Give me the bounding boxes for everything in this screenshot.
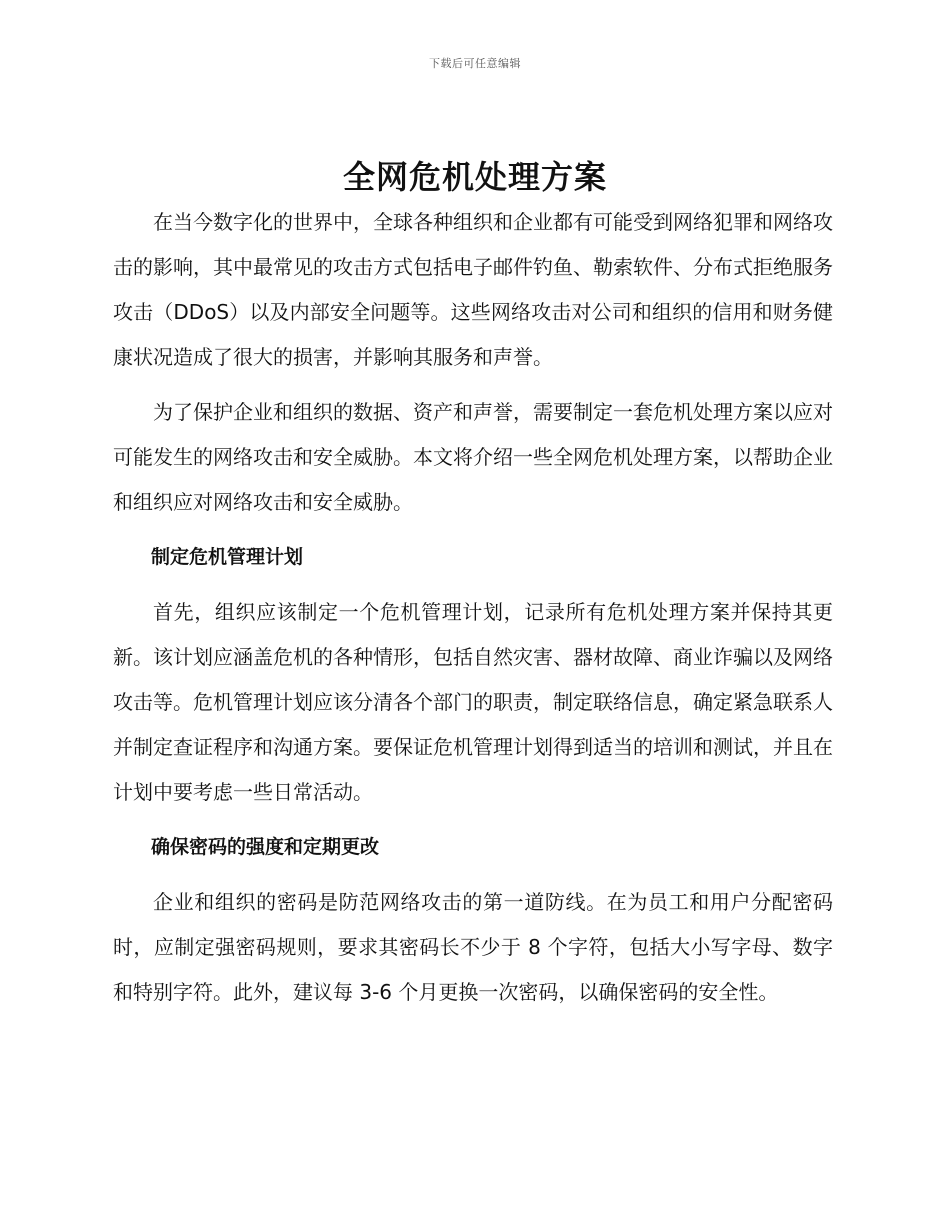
heading-password-strength: 确保密码的强度和定期更改 [151,836,380,858]
heading-crisis-plan: 制定危机管理计划 [151,546,304,568]
paragraph-password-strength: 企业和组织的密码是防范网络攻击的第一道防线。在为员工和用户分配密码时，应制定强密码规则，要求其密码长不少于 8 个字符，包括大小写字母、数字和特别字符。此外，建议每 3-6 个月更换一次密码，以确保密码的安全性。 [113,890,833,1004]
paragraph-crisis-plan: 首先，组织应该制定一个危机管理计划，记录所有危机处理方案并保持其更新。该计划应涵盖危机的各种情形，包括自然灾害、器材故障、商业诈骗以及网络攻击等。危机管理计划应该分清各个部门的职责，制定联络信息，确定紧急联系人并制定查证程序和沟通方案。要保证危机管理计划得到适当的培训和测试，并且在计划中要考虑一些日常活动。 [113,600,833,804]
header-note: 下载后可任意编辑 [429,57,521,70]
paragraph-intro: 在当今数字化的世界中，全球各种组织和企业都有可能受到网络犯罪和网络攻击的影响，其中最常见的攻击方式包括电子邮件钓鱼、勒索软件、分布式拒绝服务攻击（DDoS）以及内部安全问题等。这些网络攻击对公司和组织的信用和财务健康状况造成了很大的损害，并影响其服务和声誉。 [113,210,833,369]
paragraph-purpose: 为了保护企业和组织的数据、资产和声誉，需要制定一套危机处理方案以应对可能发生的网络攻击和安全威胁。本文将介绍一些全网危机处理方案，以帮助企业和组织应对网络攻击和安全威胁。 [113,400,833,514]
document-title: 全网危机处理方案 [342,158,607,196]
document-body [113,200,833,1025]
